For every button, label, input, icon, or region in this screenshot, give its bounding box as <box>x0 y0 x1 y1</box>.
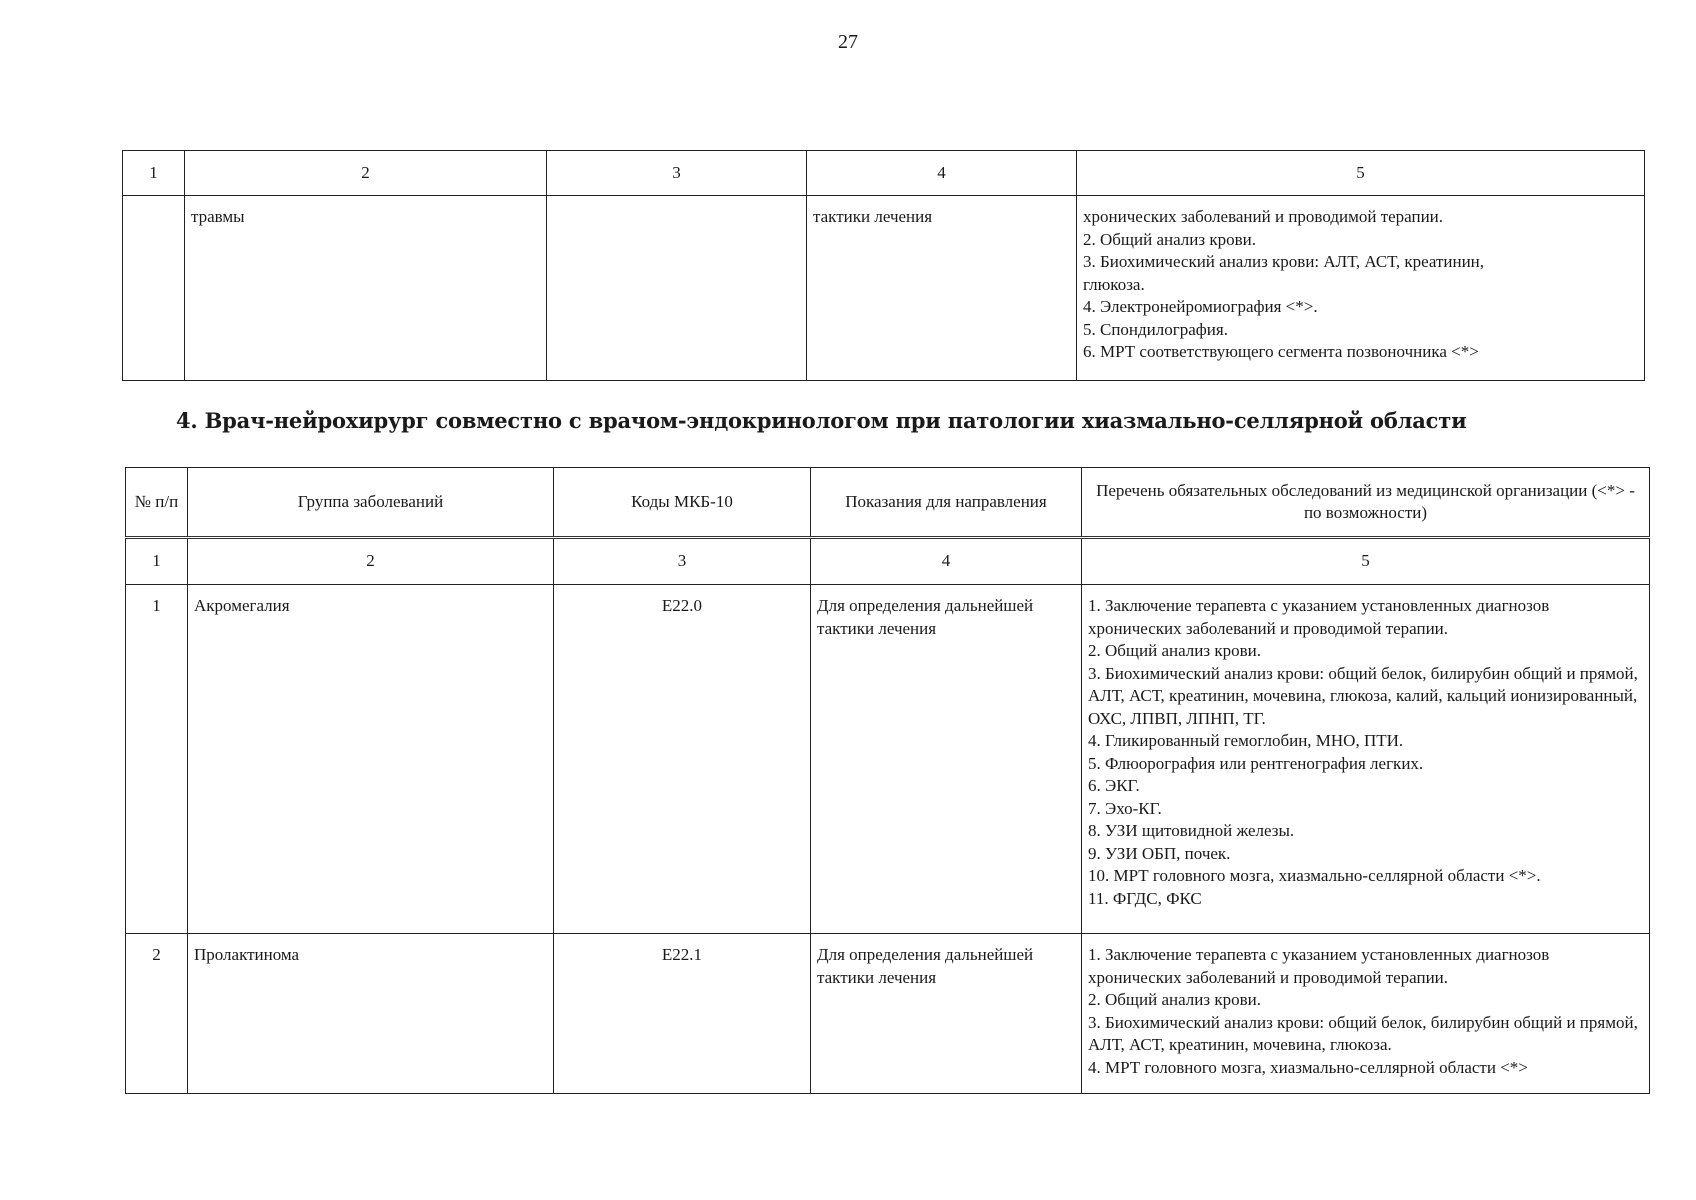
exam-list-cell <box>1082 934 1650 1094</box>
column-number: 3 <box>547 151 807 196</box>
exam-list-item: 5. Спондилография. <box>1083 319 1228 339</box>
exam-list-item: 7. Эхо-КГ. <box>1088 798 1162 818</box>
exam-list-item: 3. Биохимический анализ крови: АЛТ, АСТ, креатинин, <box>1083 252 1485 271</box>
exam-list-item: 2. Общий анализ крови. <box>1088 641 1261 660</box>
header-num: № п/п <box>126 468 188 538</box>
indication-cell: Для определения дальнейшей тактики лечения <box>811 934 1082 1094</box>
indication-cell: Для определения дальнейшей тактики лечения <box>811 585 1082 934</box>
disease-group-cell: Акромегалия <box>188 585 554 934</box>
exam-list-item: 10. МРТ головного мозга, хиазмально-селлярной области <*>. <box>1088 866 1541 885</box>
exam-list-cell <box>1082 585 1650 934</box>
page-number: 27 <box>838 31 858 53</box>
exam-list-item: 3. Биохимический анализ крови: общий белок, билирубин общий и прямой, АЛТ, АСТ, креатинин, мочевина, глюкоза. <box>1088 1012 1638 1054</box>
icd-code-cell <box>547 196 807 381</box>
header-indications: Показания для направления <box>811 468 1082 538</box>
indication-cell: тактики лечения <box>807 196 1077 381</box>
exam-list-item: 6. ЭКГ. <box>1088 776 1140 795</box>
exam-list-item: 8. УЗИ щитовидной железы. <box>1088 821 1295 840</box>
continuation-table <box>122 150 1645 381</box>
table-header-row <box>126 468 1650 538</box>
table-row <box>126 585 1650 934</box>
column-number: 1 <box>126 538 188 585</box>
exam-list-item: 1. Заключение терапевта с указанием установленных диагнозов хронических заболеваний и проводимой терапии. <box>1088 945 1550 987</box>
column-number-row <box>123 151 1645 196</box>
header-group: Группа заболеваний <box>188 468 554 538</box>
exam-list-item: 4. МРТ головного мозга, хиазмально-селлярной области <*> <box>1088 1057 1528 1077</box>
exam-list-item: 4. Электронейромиография <*>. <box>1083 297 1318 316</box>
column-number: 5 <box>1082 538 1650 585</box>
row-number-cell <box>123 196 185 381</box>
exam-list-item: 11. ФГДС, ФКС <box>1088 888 1202 908</box>
exam-list-item: хронических заболеваний и проводимой терапии. <box>1083 207 1444 226</box>
section-heading: 4. Врач-нейрохирург совместно с врачом-эндокринологом при патологии хиазмально-селлярной области <box>176 408 1467 433</box>
column-number: 1 <box>123 151 185 196</box>
column-number: 4 <box>807 151 1077 196</box>
disease-group-cell: Пролактинома <box>188 934 554 1094</box>
column-number: 4 <box>811 538 1082 585</box>
icd-code-cell: E22.0 <box>554 585 811 934</box>
exam-list-item: 2. Общий анализ крови. <box>1083 229 1256 249</box>
column-number: 2 <box>188 538 554 585</box>
exam-list-item: 1. Заключение терапевта с указанием установленных диагнозов хронических заболеваний и проводимой терапии. <box>1088 596 1550 638</box>
icd-code-cell: E22.1 <box>554 934 811 1094</box>
exam-list-item: 4. Гликированный гемоглобин, МНО, ПТИ. <box>1088 731 1404 750</box>
exam-list-item: глюкоза. <box>1083 274 1145 294</box>
row-number-cell: 1 <box>126 585 188 934</box>
disease-group-cell: травмы <box>185 196 547 381</box>
exam-list-cell <box>1077 196 1645 381</box>
row-number-cell: 2 <box>126 934 188 1094</box>
header-codes: Коды МКБ-10 <box>554 468 811 538</box>
table-row <box>123 196 1645 381</box>
column-number: 3 <box>554 538 811 585</box>
exam-list-item: 5. Флюорография или рентгенография легких. <box>1088 753 1424 773</box>
exam-list-item: 3. Биохимический анализ крови: общий белок, билирубин общий и прямой, АЛТ, АСТ, креатинин, мочевина, глюкоза, калий, кальций ионизированный, ОХС, ЛПВП, ЛПНП, ТГ. <box>1088 663 1638 728</box>
table-row <box>126 934 1650 1094</box>
exam-list-item: 9. УЗИ ОБП, почек. <box>1088 843 1231 863</box>
exam-list-item: 2. Общий анализ крови. <box>1088 990 1261 1009</box>
referral-table <box>125 467 1650 1094</box>
column-number: 5 <box>1077 151 1645 196</box>
column-number-row <box>126 538 1650 585</box>
exam-list-item: 6. МРТ соответствующего сегмента позвоночника <*> <box>1083 342 1479 361</box>
column-number: 2 <box>185 151 547 196</box>
header-exams: Перечень обязательных обследований из медицинской организации (<*> - по возможности) <box>1082 468 1650 538</box>
